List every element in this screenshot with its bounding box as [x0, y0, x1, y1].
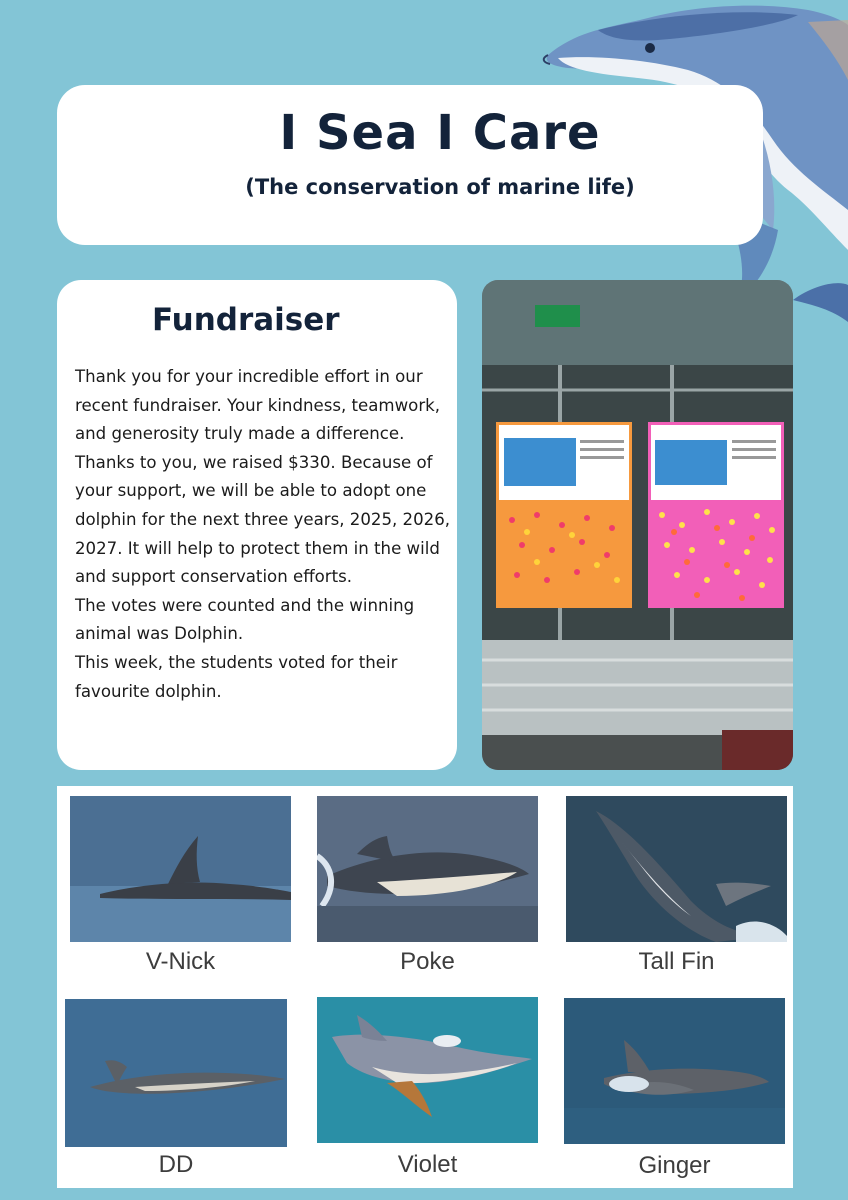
dolphin-photo	[70, 796, 291, 942]
dolphin-name: Ginger	[638, 1152, 711, 1179]
dolphin-photo	[564, 998, 785, 1144]
dolphin-card-ginger	[564, 998, 785, 1179]
page-title: I Sea I Care	[279, 105, 601, 161]
fundraiser-text	[75, 363, 451, 706]
fundraiser-card	[57, 280, 457, 770]
dolphin-card-v-nick	[70, 796, 291, 975]
dolphin-gallery	[57, 786, 793, 1188]
dolphin-name: Poke	[400, 948, 455, 975]
page-subtitle: (The conservation of marine life)	[245, 175, 635, 199]
dolphin-card-violet	[317, 997, 538, 1178]
fundraiser-heading: Fundraiser	[152, 302, 340, 338]
fundraiser-paragraph: Thank you for your incredible effort in our recent fundraiser. Your kindness, teamwork, and generosity truly made a difference. Thanks to you, we raised $330. Because of your support, we will be able to adopt one dolphin for the next three years, 2025, 2026, 2027. It will help to protect them in the wild and support conservation efforts.	[75, 367, 451, 587]
dolphin-card-dd	[65, 999, 287, 1178]
title-card	[57, 85, 763, 245]
dolphin-name: V-Nick	[145, 948, 216, 975]
dolphin-name: Violet	[397, 1151, 458, 1178]
dolphin-photo	[566, 796, 787, 942]
dolphin-photo	[65, 999, 287, 1147]
fundraiser-paragraph: The votes were counted and the winning animal was Dolphin.	[75, 595, 415, 644]
dolphin-card-tall-fin	[566, 796, 787, 975]
dolphin-name: Tall Fin	[638, 948, 715, 975]
fundraiser-paragraph: This week, the students voted for their favourite dolphin.	[75, 652, 398, 701]
dolphin-photo	[317, 796, 538, 942]
dolphin-card-poke	[317, 796, 538, 975]
dolphin-name: DD	[158, 1151, 194, 1178]
voting-posters-photo	[482, 280, 793, 770]
dolphin-photo	[317, 997, 538, 1143]
